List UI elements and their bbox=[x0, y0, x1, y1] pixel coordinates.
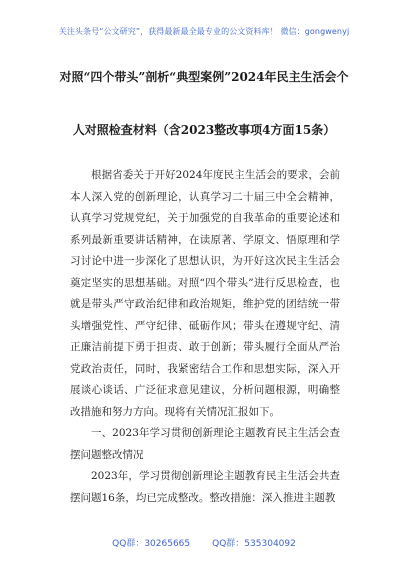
body-paragraph-2023: 2023年，学习贯彻创新理论主题教育民主生活会共查摆问题16条，均已完成整改。整改措施：深入推进主题教 bbox=[70, 470, 340, 504]
document-title-line-2: 人对照检查材料（含2023整改事项4方面15条） bbox=[72, 123, 336, 137]
document-title-line-1: 对照“四个带头”剖析“典型案例”2024年民主生活会个 bbox=[59, 70, 349, 84]
body-section-heading-1: 一、2023年学习贯彻创新理论主题教育民主生活会查摆问题整改情况 bbox=[70, 427, 340, 461]
footer-qq-group-1: QQ群：30265665 bbox=[112, 539, 191, 549]
document-body bbox=[70, 165, 340, 509]
footer-qq-group-2: QQ群：535304092 bbox=[212, 539, 296, 549]
body-paragraph-intro: 根据省委关于开好2024年度民主生活会的要求，会前本人深入党的创新理论，认真学习二十届三中全会精神，认真学习党规党纪，关于加强党的自我革命的重要论述和系列最新重要讲话精神，在读原著、学原文、悟原理和学习讨论中进一步深化了思想认识，为开好这次民主生活会奠定坚实的思想基础。对照“四个带头”进行反思检查，也就是带头严守政治纪律和政治规矩，维护党的团结统一带头增强党性、严守纪律、砥砺作风；带头在遵规守纪、清正廉洁前提下勇于担责、敢于创新；带头履行全面从严治党政治责任，同时，我紧密结合工作和思想实际，深入开展谈心谈话、广泛征求意见建议，分析问题根源，明确整改措施和努力方向。现将有关情况汇报如下。 bbox=[70, 169, 340, 418]
footer-contact bbox=[0, 536, 408, 549]
header-promo-note: 关注头条号“公文研究”，获得最新最全最专业的公文资料库！ 微信：gongwenyj bbox=[58, 27, 350, 36]
